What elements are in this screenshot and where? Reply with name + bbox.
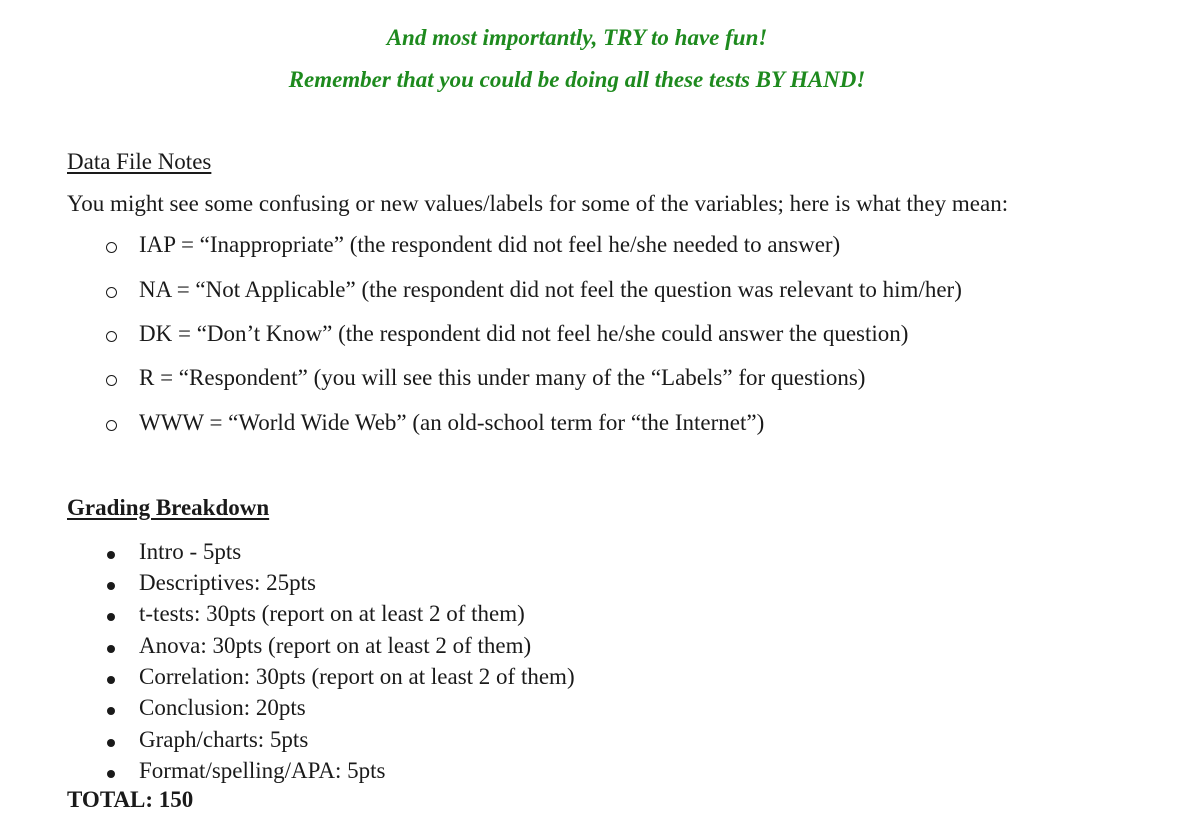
bullet-dot-icon — [103, 600, 119, 628]
bullet-dot-icon — [103, 663, 119, 691]
bullet-dot-icon — [103, 569, 119, 597]
hollow-circle-bullet-icon — [103, 231, 119, 260]
grading-breakdown-heading: Grading Breakdown — [67, 495, 270, 520]
grading-item-text: Conclusion: 20pts — [139, 695, 306, 720]
data-file-notes-intro: You might see some confusing or new values/labels for some of the variables; here is what they mean: — [67, 191, 1009, 216]
grading-item-text: Format/spelling/APA: 5pts — [139, 758, 386, 783]
grading-total: TOTAL: 150 — [67, 787, 194, 812]
bullet-dot-icon — [103, 538, 119, 566]
grading-item-text: t-tests: 30pts (report on at least 2 of them) — [139, 601, 525, 626]
note-text: DK = “Don’t Know” (the respondent did not feel he/she could answer the question) — [139, 321, 909, 346]
hollow-circle-bullet-icon — [103, 364, 119, 393]
grading-item-text: Descriptives: 25pts — [139, 570, 316, 595]
by-hand-reminder-line: Remember that you could be doing all these tests BY HAND! — [288, 67, 866, 92]
hollow-circle-bullet-icon — [103, 409, 119, 438]
hollow-circle-bullet-icon — [103, 320, 119, 349]
bullet-dot-icon — [103, 726, 119, 754]
bullet-dot-icon — [103, 632, 119, 660]
fun-reminder-line: And most importantly, TRY to have fun! — [386, 25, 768, 50]
note-text: IAP = “Inappropriate” (the respondent did not feel he/she needed to answer) — [139, 232, 841, 257]
bullet-dot-icon — [103, 757, 119, 785]
grading-item-text: Graph/charts: 5pts — [139, 727, 309, 752]
grading-item-text: Anova: 30pts (report on at least 2 of them) — [139, 633, 532, 658]
hollow-circle-bullet-icon — [103, 276, 119, 305]
grading-item-text: Intro - 5pts — [139, 539, 242, 564]
bullet-dot-icon — [103, 694, 119, 722]
note-text: WWW = “World Wide Web” (an old-school term for “the Internet”) — [139, 410, 765, 435]
note-text: NA = “Not Applicable” (the respondent did not feel the question was relevant to him/her) — [139, 277, 962, 302]
data-file-notes-heading: Data File Notes — [67, 149, 212, 174]
grading-item-text: Correlation: 30pts (report on at least 2 of them) — [139, 664, 575, 689]
note-text: R = “Respondent” (you will see this under many of the “Labels” for questions) — [139, 365, 866, 390]
